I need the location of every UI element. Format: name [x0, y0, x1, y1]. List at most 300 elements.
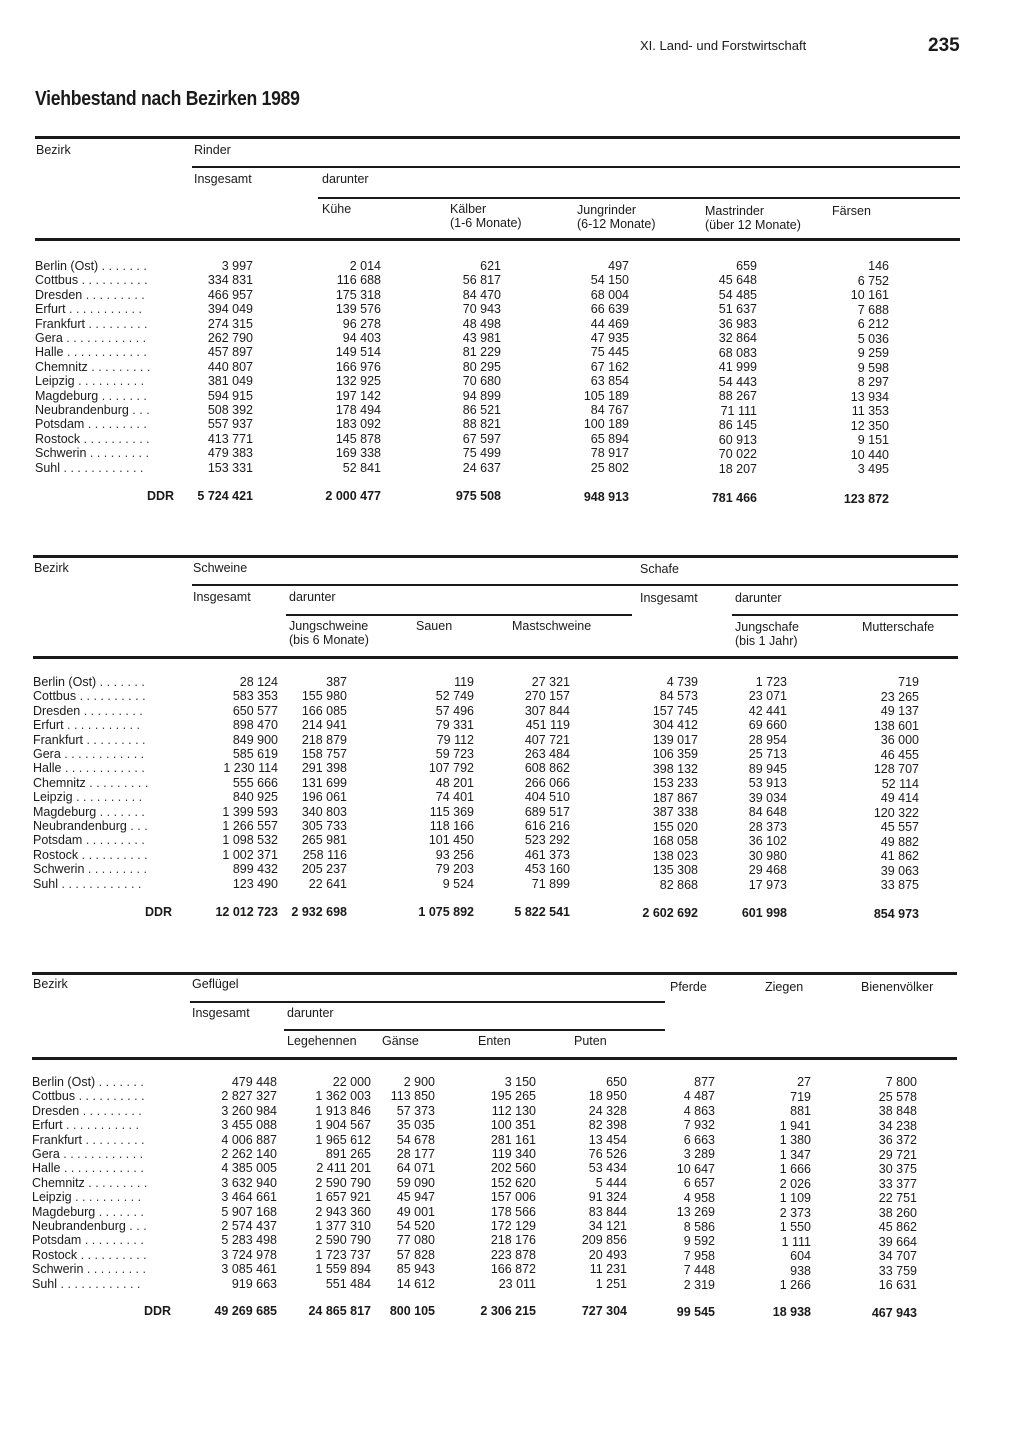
district-label: [33, 675, 145, 689]
table-cell: 2 373: [779, 1205, 811, 1220]
leader-dots: . . . . . . . . .: [82, 833, 145, 848]
table-cell: 45 947: [396, 1190, 435, 1205]
district-label: [32, 1147, 143, 1161]
leader-dots: . . . . . . . . . . . .: [60, 1161, 144, 1176]
district-name: Cottbus: [33, 689, 77, 704]
district-name: Neubrandenburg: [32, 1219, 126, 1233]
col-header-insgesamt: Insgesamt: [640, 591, 698, 605]
table-cell: 52 841: [342, 460, 381, 475]
table-cell: 45 648: [718, 273, 757, 288]
district-label: [33, 733, 146, 747]
table-cell: 3 085 461: [221, 1262, 277, 1277]
table-cell: 4 958: [683, 1190, 715, 1205]
table-cell: 1 399 593: [222, 804, 278, 819]
col-header-darunter: darunter: [735, 591, 782, 605]
leader-dots: . . . . . . . . .: [82, 1132, 145, 1147]
district-label: [32, 1133, 145, 1147]
leader-dots: . . . . . . . . .: [87, 359, 151, 374]
col-header-darunter: darunter: [289, 590, 336, 604]
table-cell: 1 723: [755, 675, 787, 689]
table-cell: 67 597: [462, 431, 501, 446]
district-label: [35, 403, 150, 417]
table-cell: 3 455 088: [221, 1118, 277, 1133]
table-cell: 13 454: [588, 1132, 627, 1147]
table-cell: 166 085: [301, 703, 347, 718]
table-cell: 101 450: [428, 833, 474, 848]
col-header-bezirk: Bezirk: [33, 977, 68, 991]
table-cell: 131 699: [301, 775, 347, 790]
district-name: Leipzig: [32, 1190, 72, 1205]
total-cell: 1 075 892: [418, 905, 474, 919]
table-cell: 178 494: [335, 403, 381, 417]
table-cell: 30 375: [878, 1162, 917, 1177]
table-cell: 119: [454, 675, 474, 689]
table-cell: 5 036: [857, 331, 889, 346]
table-cell: 1 266 557: [222, 819, 278, 833]
page-title: Viehbestand nach Bezirken 1989: [35, 88, 300, 110]
table-cell: 54 485: [718, 287, 757, 302]
district-label: [35, 417, 147, 431]
table-cell: 18 207: [718, 461, 757, 476]
table-cell: 65 894: [590, 431, 629, 446]
table-cell: 63 854: [590, 374, 629, 389]
table-cell: 1 251: [595, 1276, 627, 1291]
rule: [35, 136, 960, 139]
leader-dots: . . . . . . .: [98, 259, 147, 273]
table-cell: 28 954: [748, 732, 787, 747]
table-cell: 24 637: [462, 460, 501, 475]
table-cell: 29 721: [878, 1147, 917, 1162]
table-cell: 88 267: [718, 389, 757, 404]
table-cell: 79 331: [435, 718, 474, 733]
table-cell: 27: [797, 1075, 811, 1089]
district-name: Schwerin: [35, 446, 87, 461]
col-header-darunter: darunter: [287, 1006, 334, 1020]
table-cell: 43 981: [462, 331, 501, 345]
table-cell: 94 403: [342, 331, 381, 345]
leader-dots: . . . . . . .: [96, 804, 145, 819]
district-name: Frankfurt: [33, 732, 84, 747]
district-label: [33, 747, 144, 761]
district-label: [32, 1219, 147, 1233]
table-cell: 74 401: [435, 790, 474, 805]
table-cell: 3 724 978: [221, 1247, 277, 1262]
col-header-gefluegel: Geflügel: [192, 977, 239, 991]
table-cell: 2 014: [349, 259, 381, 273]
table-cell: 304 412: [652, 718, 698, 733]
table-cell: 5 907 168: [221, 1204, 277, 1219]
table-cell: 1 723 737: [315, 1247, 371, 1262]
table-cell: 508 392: [207, 403, 253, 417]
district-name: Erfurt: [35, 302, 66, 317]
leader-dots: . . . . . . . . .: [85, 316, 148, 331]
district-label: [35, 273, 148, 287]
table-cell: 76 526: [588, 1147, 627, 1161]
col-header-bezirk: Bezirk: [36, 143, 71, 157]
table-cell: 266 066: [524, 775, 570, 790]
table-cell: 3 464 661: [221, 1190, 277, 1205]
col-header-schafe: Schafe: [640, 562, 679, 576]
col-header-insgesamt: Insgesamt: [193, 590, 251, 604]
table-cell: 1 666: [779, 1162, 811, 1176]
col-header-faersen: Färsen: [832, 204, 871, 218]
total-cell: 2 306 215: [480, 1304, 536, 1318]
table-cell: 8 586: [683, 1219, 715, 1234]
table-cell: 33 875: [880, 878, 919, 892]
table-cell: 214 941: [301, 718, 347, 733]
table-cell: 54 443: [718, 374, 757, 389]
table-cell: 57 828: [396, 1247, 435, 1262]
table-cell: 10 647: [676, 1161, 715, 1176]
district-name: Rostock: [32, 1247, 78, 1262]
col-header-kuehe: Kühe: [322, 202, 352, 216]
district-name: Cottbus: [35, 273, 79, 288]
table-cell: 39 664: [878, 1234, 917, 1249]
table-cell: 7 932: [683, 1118, 715, 1133]
district-name: Frankfurt: [32, 1132, 83, 1147]
section-header: XI. Land- und Forstwirtschaft: [640, 38, 807, 53]
table-cell: 82 398: [588, 1118, 627, 1133]
table-cell: 340 803: [301, 804, 347, 819]
district-label: [35, 446, 149, 460]
leader-dots: . . . . . . . . . . . .: [58, 876, 142, 891]
col-header-jungschweine: Jungschweine (bis 6 Monate): [289, 619, 369, 647]
total-label: DDR: [145, 905, 173, 919]
table-cell: 479 448: [231, 1075, 277, 1089]
total-cell: 5 822 541: [514, 905, 570, 919]
table-cell: 263 484: [524, 747, 570, 761]
table-cell: 100 189: [583, 417, 629, 432]
table-cell: 479 383: [207, 446, 253, 461]
total-cell: 727 304: [581, 1304, 627, 1318]
district-name: Suhl: [33, 876, 59, 891]
leader-dots: . . . . . . .: [95, 1204, 144, 1219]
table-cell: 86 521: [462, 403, 501, 417]
district-name: Neubrandenburg: [35, 403, 129, 417]
table-cell: 451 119: [525, 718, 570, 733]
table-cell: 583 353: [232, 689, 278, 704]
district-label: [33, 848, 148, 862]
table-cell: 107 792: [428, 761, 474, 776]
leader-dots: . . . . . . . . . .: [76, 689, 146, 704]
table-cell: 67 162: [590, 359, 629, 374]
table-cell: 38 848: [878, 1104, 917, 1119]
table-cell: 29 468: [748, 863, 787, 878]
table-cell: 166 976: [335, 359, 381, 374]
table-cell: 334 831: [207, 273, 253, 288]
table-cell: 149 514: [335, 345, 381, 360]
col-header-ziegen: Ziegen: [765, 980, 804, 994]
col-header-rinder: Rinder: [194, 143, 231, 157]
table-cell: 621: [480, 259, 501, 273]
table-cell: 689 517: [524, 804, 570, 819]
table-cell: 413 771: [207, 431, 253, 446]
table-cell: 25 713: [748, 747, 787, 762]
table-cell: 466 957: [207, 287, 253, 302]
table-cell: 2 026: [779, 1176, 811, 1191]
table-cell: 1 098 532: [222, 833, 278, 848]
table-cell: 51 637: [718, 302, 757, 317]
district-name: Potsdam: [32, 1233, 82, 1248]
table-cell: 7 800: [885, 1075, 917, 1089]
col-header-bienenvoelker: Bienenvölker: [861, 980, 934, 994]
table-cell: 2 900: [403, 1075, 435, 1089]
table-cell: 119 340: [491, 1147, 536, 1161]
leader-dots: . . . . . . . . . . . .: [62, 331, 147, 345]
total-cell: 12 012 723: [215, 905, 278, 919]
district-label: [35, 374, 144, 388]
table-cell: 59 723: [435, 747, 474, 761]
rule: [318, 197, 960, 199]
rule: [33, 555, 958, 558]
table-cell: 2 590 790: [315, 1233, 371, 1248]
leader-dots: . . . . . . . . . . . .: [57, 1276, 141, 1291]
table-cell: 57 373: [396, 1103, 435, 1118]
table-cell: 53 434: [588, 1161, 627, 1176]
table-cell: 1 913 846: [315, 1103, 371, 1118]
leader-dots: . . . . . . . . . .: [80, 431, 150, 446]
rule: [732, 614, 958, 616]
district-label: [33, 790, 142, 804]
district-name: Chemnitz: [32, 1175, 85, 1190]
table-cell: 155 980: [301, 689, 347, 704]
table-cell: 2 319: [683, 1277, 715, 1292]
table-cell: 27 321: [531, 675, 570, 689]
district-label: [33, 776, 148, 790]
district-name: Schwerin: [33, 862, 85, 877]
table-cell: 187 867: [652, 790, 698, 805]
total-cell: 2 000 477: [325, 489, 381, 503]
table-cell: 169 338: [335, 446, 381, 461]
table-cell: 66 639: [590, 302, 629, 317]
table-cell: 1 657 921: [315, 1190, 371, 1205]
total-cell: 781 466: [711, 491, 757, 505]
table-cell: 2 262 140: [221, 1147, 277, 1161]
table-cell: 54 150: [590, 273, 629, 288]
district-name: Neubrandenburg: [33, 819, 127, 833]
leader-dots: . . .: [125, 1219, 147, 1233]
table-cell: 2 827 327: [221, 1089, 277, 1104]
district-name: Potsdam: [35, 417, 85, 432]
table-cell: 123 490: [232, 876, 278, 891]
district-name: Magdeburg: [33, 804, 97, 819]
table-cell: 89 945: [748, 761, 787, 776]
total-cell: 854 973: [873, 907, 919, 921]
table-cell: 115 369: [429, 804, 474, 819]
table-cell: 88 821: [462, 417, 501, 432]
table-cell: 28 124: [239, 675, 278, 689]
table-cell: 891 265: [325, 1147, 371, 1161]
table-cell: 75 445: [590, 345, 629, 360]
col-header-gaense: Gänse: [382, 1034, 419, 1048]
table-cell: 10 161: [850, 288, 889, 302]
table-cell: 80 295: [462, 359, 501, 374]
table-cell: 307 844: [524, 703, 570, 718]
table-cell: 41 999: [718, 360, 757, 375]
table-cell: 1 230 114: [223, 761, 278, 776]
table-cell: 32 864: [718, 331, 757, 346]
table-cell: 523 292: [524, 833, 570, 848]
table-cell: 105 189: [583, 388, 629, 403]
table-cell: 48 498: [462, 316, 501, 331]
table-cell: 209 856: [581, 1233, 627, 1248]
leader-dots: . . . . . . . . .: [86, 446, 149, 461]
leader-dots: . . . . . . . . .: [85, 775, 149, 790]
table-cell: 145 878: [335, 431, 381, 446]
table-cell: 77 080: [396, 1233, 435, 1248]
table-cell: 8 297: [857, 375, 889, 389]
table-cell: 34 707: [878, 1249, 917, 1264]
total-cell: 5 724 421: [197, 489, 253, 503]
district-label: [32, 1176, 147, 1190]
table-cell: 881: [790, 1104, 811, 1118]
leader-dots: . . . . . . . . . . .: [63, 718, 140, 733]
table-cell: 128 707: [873, 762, 919, 776]
col-header-schweine: Schweine: [193, 561, 248, 575]
table-cell: 650: [606, 1075, 627, 1089]
table-cell: 6 752: [857, 273, 889, 288]
table-cell: 461 373: [524, 847, 570, 862]
table-cell: 155 020: [652, 819, 698, 834]
rule: [190, 1001, 665, 1003]
table-cell: 659: [736, 259, 757, 273]
table-cell: 5 444: [595, 1175, 627, 1190]
table-cell: 3 289: [683, 1147, 715, 1162]
table-cell: 25 578: [878, 1089, 917, 1104]
district-label: [35, 345, 147, 359]
col-header-jungrinder: Jungrinder (6-12 Monate): [577, 203, 656, 231]
table-cell: 305 733: [301, 819, 347, 833]
rule: [35, 238, 960, 241]
district-name: Rostock: [33, 847, 79, 862]
table-cell: 75 499: [462, 446, 501, 461]
leader-dots: . . . . . . . . .: [81, 1233, 144, 1248]
table-cell: 1 550: [779, 1220, 811, 1234]
table-cell: 116 688: [336, 273, 381, 288]
table-cell: 616 216: [524, 819, 570, 833]
table-cell: 404 510: [524, 790, 570, 805]
district-label: [33, 761, 145, 775]
table-cell: 394 049: [207, 302, 253, 317]
table-cell: 407 721: [524, 732, 570, 747]
table-cell: 555 666: [232, 775, 278, 790]
table-cell: 899 432: [232, 862, 278, 877]
table-cell: 84 648: [748, 805, 787, 820]
total-label: DDR: [147, 489, 175, 503]
table-cell: 594 915: [207, 388, 253, 403]
table-cell: 28 177: [396, 1147, 435, 1161]
table-cell: 604: [790, 1249, 811, 1263]
leader-dots: . . .: [126, 819, 148, 833]
district-label: [32, 1104, 142, 1118]
district-name: Erfurt: [33, 718, 64, 733]
table-cell: 6 212: [857, 317, 889, 331]
table-cell: 54 678: [396, 1132, 435, 1147]
col-header-insgesamt: Insgesamt: [194, 172, 252, 186]
table-cell: 84 573: [659, 689, 698, 704]
table-cell: 3 997: [221, 259, 253, 273]
leader-dots: . . . . . . . . .: [83, 732, 146, 747]
district-name: Halle: [32, 1161, 61, 1176]
leader-dots: . . . . . . . . .: [83, 1262, 146, 1277]
table-cell: 25 802: [590, 460, 629, 475]
table-cell: 7 448: [683, 1263, 715, 1278]
table-cell: 71 899: [531, 876, 570, 891]
total-cell: 99 545: [676, 1305, 715, 1319]
table-cell: 23 265: [880, 689, 919, 704]
table-cell: 68 083: [718, 345, 757, 360]
leader-dots: . . . . . . . . . .: [77, 1247, 147, 1262]
district-name: Schwerin: [32, 1262, 84, 1277]
table-cell: 135 308: [652, 863, 698, 878]
table-cell: 7 958: [683, 1248, 715, 1263]
total-cell: 2 932 698: [291, 905, 347, 919]
district-label: [32, 1161, 144, 1175]
col-header-jungschafe: Jungschafe (bis 1 Jahr): [735, 620, 799, 648]
table-cell: 2 943 360: [315, 1204, 371, 1219]
district-name: Frankfurt: [35, 316, 86, 331]
table-cell: 5 283 498: [221, 1233, 277, 1248]
total-label: DDR: [144, 1304, 172, 1318]
table-cell: 59 090: [396, 1175, 435, 1190]
table-cell: 70 680: [462, 374, 501, 389]
table-cell: 48 201: [435, 775, 474, 790]
table-cell: 18 950: [588, 1089, 627, 1104]
table-cell: 45 862: [878, 1220, 917, 1235]
total-cell: 975 508: [455, 489, 501, 503]
table-cell: 1 377 310: [315, 1219, 371, 1233]
table-cell: 291 398: [301, 761, 347, 776]
table-cell: 47 935: [590, 331, 629, 345]
total-cell: 467 943: [871, 1306, 917, 1320]
col-header-enten: Enten: [478, 1034, 511, 1048]
table-cell: 168 058: [652, 834, 698, 849]
leader-dots: . . . . . . . . .: [84, 862, 147, 877]
table-cell: 24 328: [588, 1103, 627, 1118]
table-cell: 96 278: [342, 316, 381, 331]
table-cell: 100 351: [490, 1118, 536, 1133]
leader-dots: . . . . . . . . . .: [78, 847, 148, 862]
total-cell: 601 998: [741, 906, 787, 920]
table-cell: 81 229: [462, 345, 501, 360]
table-cell: 9 524: [442, 876, 474, 891]
table-cell: 1 941: [779, 1118, 811, 1133]
district-label: [35, 288, 145, 302]
rule: [284, 1029, 665, 1031]
table-cell: 281 161: [490, 1132, 536, 1147]
col-header-mutterschafe: Mutterschafe: [862, 620, 935, 634]
district-label: [35, 461, 143, 475]
table-cell: 22 641: [308, 876, 347, 891]
col-header-mastschweine: Mastschweine: [512, 619, 592, 633]
district-label: [32, 1262, 146, 1276]
table-cell: 22 000: [332, 1075, 371, 1089]
district-name: Magdeburg: [32, 1204, 96, 1219]
district-name: Erfurt: [32, 1118, 63, 1133]
table-cell: 91 324: [588, 1190, 627, 1205]
district-label: [33, 718, 140, 732]
table-cell: 585 619: [232, 747, 278, 761]
table-cell: 3 260 984: [221, 1103, 277, 1118]
district-name: Berlin (Ost): [35, 259, 99, 273]
district-label: [32, 1118, 139, 1132]
district-name: Dresden: [33, 703, 81, 718]
table-cell: 175 318: [335, 287, 381, 302]
table-cell: 69 660: [748, 718, 787, 733]
leader-dots: . . . . . . . . . . . .: [60, 747, 145, 761]
leader-dots: . . .: [128, 403, 150, 417]
col-header-mastrinder: Mastrinder (über 12 Monate): [705, 204, 801, 232]
